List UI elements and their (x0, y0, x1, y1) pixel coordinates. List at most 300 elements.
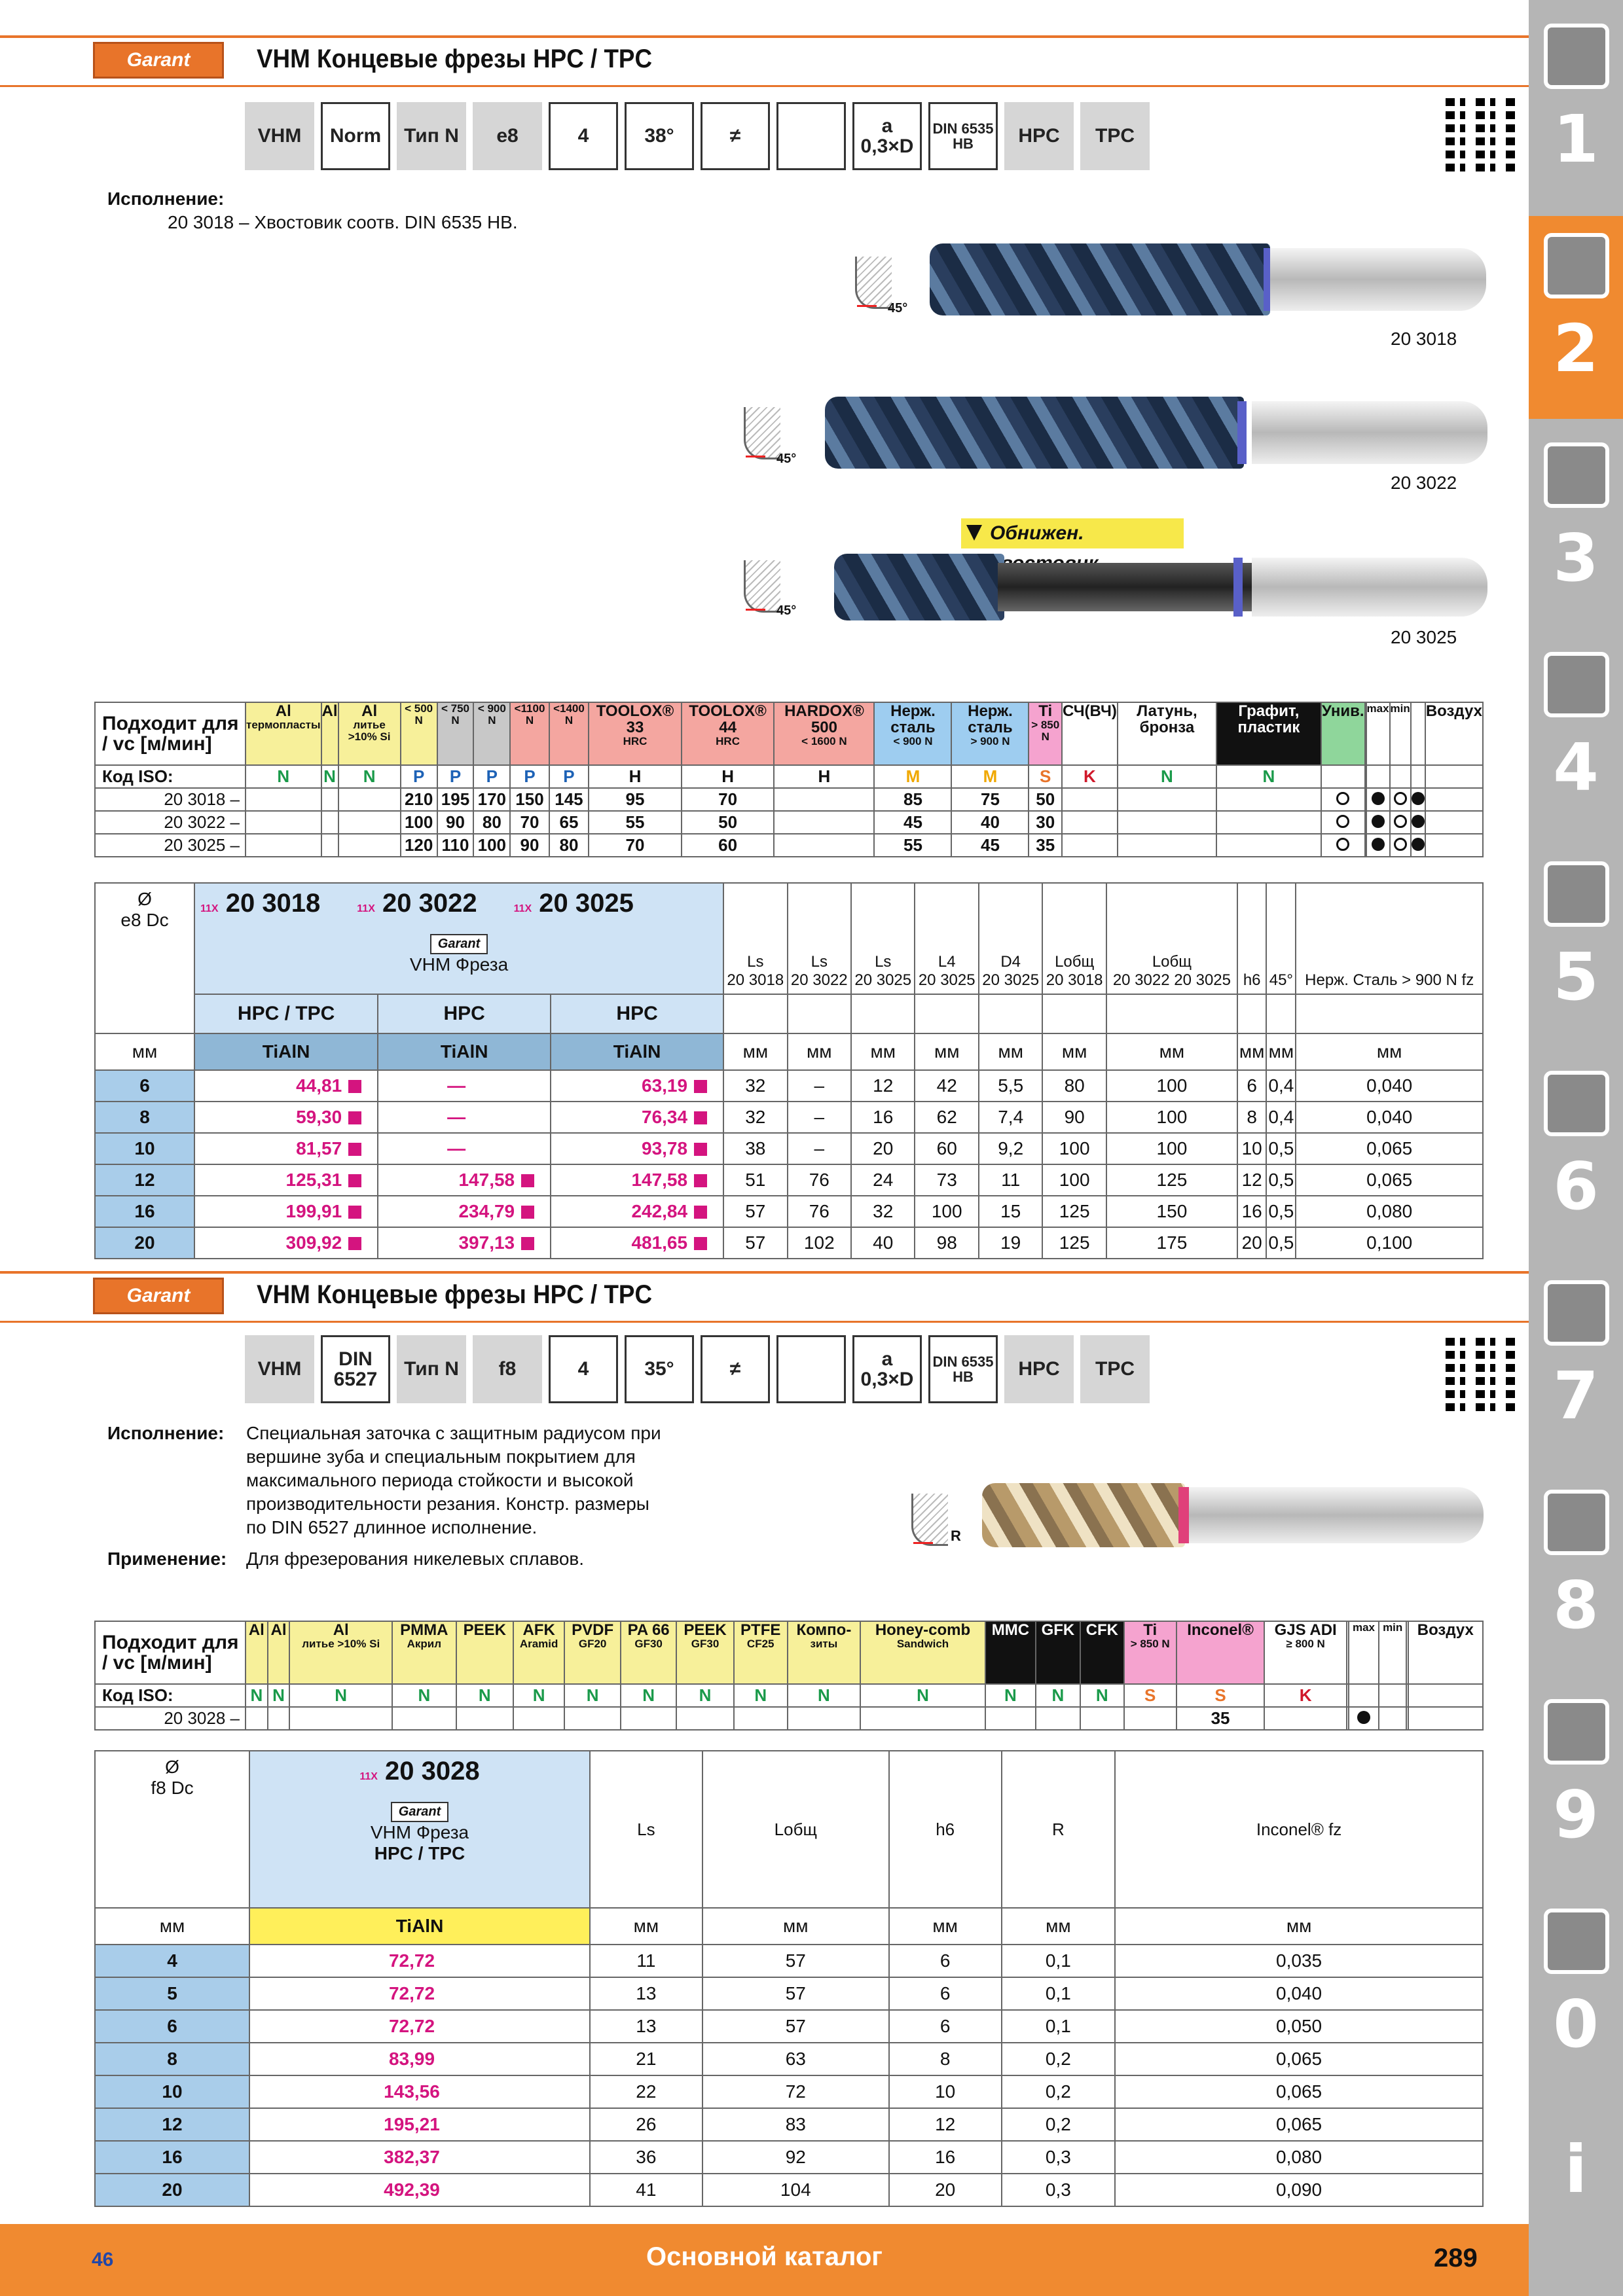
iso-code (1366, 765, 1390, 788)
cutting-speed: 45 (874, 811, 951, 834)
material-col-10: HARDOX® 500 < 1600 N (774, 702, 874, 765)
dimension-value: 24 (851, 1164, 915, 1196)
qr-code[interactable] (1446, 1338, 1519, 1411)
feature-icon-11: TPC (1080, 1335, 1150, 1403)
diameter: 8 (95, 2043, 249, 2075)
coating: TiAlN (194, 1033, 378, 1070)
param-header: R (1002, 1751, 1116, 1908)
diameter: 6 (95, 1070, 194, 1102)
cutting-speed (1062, 834, 1118, 857)
feature-icon-4: 4 (549, 102, 618, 170)
dimension-value: 12 (889, 2108, 1002, 2141)
dimension-value: 0,090 (1115, 2174, 1483, 2206)
cutting-speed: 80 (473, 811, 510, 834)
dimension-value: 36 (590, 2141, 702, 2174)
cutting-speed (1118, 788, 1216, 811)
cutting-speed (338, 788, 401, 811)
price: 72,72 (249, 2010, 590, 2043)
dimension-value: 125 (1042, 1227, 1106, 1259)
dimension-table-2 (94, 1750, 1484, 2207)
diameter: 8 (95, 1102, 194, 1133)
dimension-value: 60 (915, 1133, 978, 1164)
page-footer (0, 2224, 1529, 2296)
cutting-speed: 195 (437, 788, 474, 811)
table-row (95, 834, 1483, 857)
iso-code: P (473, 765, 510, 788)
iso-code: P (437, 765, 474, 788)
dimension-value: 175 (1106, 1227, 1237, 1259)
dimension-value: 0,080 (1115, 2141, 1483, 2174)
dimension-value: 0,065 (1296, 1164, 1483, 1196)
price: 492,39 (249, 2174, 590, 2206)
dimension-value: 0,080 (1296, 1196, 1483, 1227)
dimension-value: 92 (702, 2141, 889, 2174)
dimension-value: 42 (915, 1070, 978, 1102)
spec-line: максимального периода стойкости и высокой (246, 1470, 634, 1490)
cutting-speed (456, 1707, 513, 1730)
cutting-speed: 120 (401, 834, 437, 857)
price: — (378, 1070, 551, 1102)
dimension-value: 125 (1106, 1164, 1237, 1196)
dimension-value: 7,4 (979, 1102, 1042, 1133)
param-header: Lобщ (702, 1751, 889, 1908)
chapter-tab-9[interactable]: 9 (1553, 1776, 1599, 1853)
cutting-speed (1321, 788, 1365, 811)
cutting-speed (774, 834, 874, 857)
table-row (95, 2043, 1483, 2075)
table-row (95, 1977, 1483, 2010)
dimension-value: 0,040 (1296, 1070, 1483, 1102)
material-table-2 (94, 1621, 1484, 1731)
dimension-value: 0,1 (1002, 1977, 1116, 2010)
chapter-8-icon[interactable] (1544, 1490, 1609, 1555)
iso-code: P (401, 765, 437, 788)
chapter-4-icon[interactable] (1544, 652, 1609, 717)
dimension-value: 13 (590, 2010, 702, 2043)
chapter-1-icon[interactable] (1544, 24, 1609, 89)
material-col-12: Нерж. сталь > 900 N (951, 702, 1029, 765)
iso-code: N (676, 1684, 733, 1707)
param-blank (788, 994, 851, 1033)
corner-45-icon (855, 257, 892, 309)
material-col-8: PEEK GF30 (676, 1621, 733, 1684)
cutting-speed: 65 (549, 811, 589, 834)
param-blank (1042, 994, 1106, 1033)
cutting-speed (1349, 1707, 1379, 1730)
feature-icon-1: Norm (321, 102, 390, 170)
iso-code: H (589, 765, 682, 788)
iso-code: N (621, 1684, 677, 1707)
iso-code: K (1264, 1684, 1347, 1707)
feature-icon-10: HPC (1004, 102, 1074, 170)
spec-line: Специальная заточка с защитным радиусом при (246, 1423, 661, 1443)
material-col-9: TOOLOX® 44 HRC (682, 702, 775, 765)
iso-label: Код ISO: (95, 765, 246, 788)
diameter: 5 (95, 1977, 249, 2010)
page-number-left: 46 (92, 2249, 114, 2270)
cutting-speed: 80 (549, 834, 589, 857)
feature-icon-2: Тип N (397, 102, 466, 170)
table-row (95, 1196, 1483, 1227)
article-code: 20 3018 – (95, 788, 246, 811)
unit: мм (1296, 1033, 1483, 1070)
cutting-speed (1118, 811, 1216, 834)
dimension-value: 0,3 (1002, 2141, 1116, 2174)
iso-code: P (510, 765, 549, 788)
price: 83,99 (249, 2043, 590, 2075)
cutting-speed (246, 834, 321, 857)
cutting-speed (1080, 1707, 1123, 1730)
unit: мм (1237, 1033, 1266, 1070)
dimension-value: 11 (590, 1945, 702, 1977)
price: 234,79 (378, 1196, 551, 1227)
chapter-7-icon[interactable] (1544, 1280, 1609, 1346)
dimension-value: 40 (851, 1227, 915, 1259)
cutting-speed (1411, 788, 1425, 811)
iso-code: N (788, 1684, 860, 1707)
dimension-value: 57 (723, 1196, 787, 1227)
spec-line: вершине зуба и специальным покрытием для (246, 1446, 636, 1467)
material-col-10: Компо- зиты (788, 1621, 860, 1684)
material-col-16: Inconel® (1176, 1621, 1264, 1684)
material-col-22: Воздух (1408, 1621, 1483, 1684)
cutting-speed (1411, 811, 1425, 834)
table-row (95, 811, 1483, 834)
dimension-value: 0,050 (1115, 2010, 1483, 2043)
dimension-value: 6 (889, 1977, 1002, 2010)
material-col-7: <1400 N (549, 702, 589, 765)
feature-icon-4: 4 (549, 1335, 618, 1403)
price: 242,84 (551, 1196, 723, 1227)
cutting-speed (1408, 1707, 1483, 1730)
dimension-value: 104 (702, 2174, 889, 2206)
diameter: 12 (95, 2108, 249, 2141)
dimension-value: 0,5 (1266, 1164, 1296, 1196)
material-col-6: <1100 N (510, 702, 549, 765)
iso-code: N (564, 1684, 621, 1707)
unit: мм (889, 1908, 1002, 1945)
cutting-speed (1390, 811, 1411, 834)
cutting-speed (734, 1707, 788, 1730)
spec-label: Исполнение: (107, 1423, 225, 1443)
iso-code: H (774, 765, 874, 788)
dimension-value: 6 (889, 1945, 1002, 1977)
feature-icon-0: VHM (245, 102, 314, 170)
iso-code (1425, 765, 1483, 788)
unit: мм (95, 1033, 194, 1070)
chapter-tab-5[interactable]: 5 (1553, 939, 1599, 1015)
coating: TiAlN (551, 1033, 723, 1070)
dimension-value: 19 (979, 1227, 1042, 1259)
price: 125,31 (194, 1164, 378, 1196)
dimension-value: 0,040 (1296, 1102, 1483, 1133)
cutting-speed: 210 (401, 788, 437, 811)
qr-code[interactable] (1446, 98, 1519, 171)
price: 63,19 (551, 1070, 723, 1102)
cutting-speed (392, 1707, 456, 1730)
param-header: Lобщ 20 3018 (1042, 883, 1106, 994)
cutting-speed: 50 (682, 811, 775, 834)
unit: мм (1106, 1033, 1237, 1070)
tool-code: 20 3018 (1391, 329, 1457, 349)
material-col-5: AFK Aramid (513, 1621, 564, 1684)
material-col-4: PEEK (456, 1621, 513, 1684)
dimension-value: 21 (590, 2043, 702, 2075)
chapter-tab-i[interactable]: i (1564, 2131, 1588, 2208)
diameter: 10 (95, 2075, 249, 2108)
spec-label: Исполнение: (107, 188, 225, 209)
table-row (95, 1945, 1483, 1977)
feature-icon-9: DIN 6535 HB (928, 102, 998, 170)
cutting-speed: 45 (951, 834, 1029, 857)
feature-icon-3: e8 (473, 102, 542, 170)
chapter-tab-1[interactable]: 1 (1553, 101, 1599, 177)
chapter-2-icon[interactable] (1544, 233, 1609, 298)
cutting-speed: 50 (1029, 788, 1061, 811)
cutting-speed: 35 (1029, 834, 1061, 857)
dimension-value: 13 (590, 1977, 702, 2010)
cutting-speed (513, 1707, 564, 1730)
material-col-1: Al (268, 1621, 290, 1684)
dimension-value: 22 (590, 2075, 702, 2108)
iso-code: M (874, 765, 951, 788)
cutting-speed (268, 1707, 290, 1730)
param-blank (1237, 994, 1266, 1033)
cutting-speed (1118, 834, 1216, 857)
cutting-speed (1379, 1707, 1406, 1730)
chapter-6-icon[interactable] (1544, 1071, 1609, 1136)
iso-code: K (1062, 765, 1118, 788)
price: 76,34 (551, 1102, 723, 1133)
price: 195,21 (249, 2108, 590, 2141)
dimension-value: 0,100 (1296, 1227, 1483, 1259)
dimension-value: 9,2 (979, 1133, 1042, 1164)
reduced-shank-label: Обнижен. (961, 518, 1184, 548)
price: 72,72 (249, 1977, 590, 2010)
tool-type: HPC (551, 994, 723, 1033)
material-col-15: Ti > 850 N (1124, 1621, 1176, 1684)
param-header: h6 (889, 1751, 1002, 1908)
dimension-value: 125 (1042, 1196, 1106, 1227)
dimension-value: 6 (1237, 1070, 1266, 1102)
cutting-speed: 30 (1029, 811, 1061, 834)
iso-code (1349, 1684, 1379, 1707)
feature-icon-3: f8 (473, 1335, 542, 1403)
catalog-title: Основной каталог (646, 2242, 883, 2271)
diameter: 16 (95, 2141, 249, 2174)
cutting-speed: 100 (473, 834, 510, 857)
diameter: 10 (95, 1133, 194, 1164)
dimension-value: 0,4 (1266, 1070, 1296, 1102)
section-title: VHM Концевые фрезы HPC / TPC (257, 1280, 653, 1309)
param-header: Ls 20 3018 (723, 883, 787, 994)
dimension-value: 100 (1042, 1133, 1106, 1164)
iso-code (1379, 1684, 1406, 1707)
feature-icons (245, 102, 1150, 170)
price: — (378, 1102, 551, 1133)
dimension-value: 0,5 (1266, 1227, 1296, 1259)
unit: мм (915, 1033, 978, 1070)
cutting-speed (1425, 811, 1483, 834)
cutting-speed (1425, 834, 1483, 857)
feature-icon-5: 38° (625, 102, 694, 170)
coating: TiAlN (378, 1033, 551, 1070)
corner-radius-icon (911, 1494, 948, 1546)
feature-icon-8: a 0,3×D (852, 102, 922, 170)
cutting-speed: 70 (510, 811, 549, 834)
tool-image-203028 (982, 1483, 1484, 1547)
price: 481,65 (551, 1227, 723, 1259)
dimension-value: 16 (1237, 1196, 1266, 1227)
chapter-tab-2[interactable]: 2 (1553, 310, 1599, 387)
material-col-11: Нерж. сталь < 900 N (874, 702, 951, 765)
price: 59,30 (194, 1102, 378, 1133)
chapter-tab-4[interactable]: 4 (1553, 729, 1599, 806)
chapter-5-icon[interactable] (1544, 861, 1609, 927)
dimension-value: 0,035 (1115, 1945, 1483, 1977)
cutting-speed (676, 1707, 733, 1730)
diameter: 6 (95, 2010, 249, 2043)
feature-icon-0: VHM (245, 1335, 314, 1403)
dimension-value: 12 (851, 1070, 915, 1102)
dimension-value: 51 (723, 1164, 787, 1196)
cutting-speed (1390, 788, 1411, 811)
dimension-value: – (788, 1102, 851, 1133)
chapter-tab-8[interactable]: 8 (1553, 1567, 1599, 1643)
dimension-value: 6 (889, 2010, 1002, 2043)
feature-icon-6: ≠ (701, 102, 770, 170)
iso-code: N (246, 765, 321, 788)
chapter-9-icon[interactable] (1544, 1699, 1609, 1765)
cutting-speed: 95 (589, 788, 682, 811)
iso-code (1408, 1684, 1483, 1707)
unit: мм (979, 1033, 1042, 1070)
dimension-value: 0,4 (1266, 1102, 1296, 1133)
unit: мм (788, 1033, 851, 1070)
cutting-speed (1062, 788, 1118, 811)
cutting-speed (321, 834, 338, 857)
price: 397,13 (378, 1227, 551, 1259)
param-header: Нерж. Сталь > 900 N fz (1296, 883, 1483, 994)
suitable-for-header: Подходит для / vc [м/мин] (95, 702, 246, 765)
article-code: 20 3025 – (95, 834, 246, 857)
dimension-value: 0,2 (1002, 2075, 1116, 2108)
feature-icon-2: Тип N (397, 1335, 466, 1403)
cutting-speed (1321, 834, 1365, 857)
cutting-speed: 90 (437, 811, 474, 834)
table-row (95, 1070, 1483, 1102)
material-col-3: < 500 N (401, 702, 437, 765)
param-header: Ls (590, 1751, 702, 1908)
cutting-speed (246, 811, 321, 834)
chapter-3-icon[interactable] (1544, 442, 1609, 508)
application-text: Для фрезерования никелевых сплавов. (246, 1549, 585, 1569)
cutting-speed (321, 811, 338, 834)
dimension-value: 80 (1042, 1070, 1106, 1102)
dimension-value: 62 (915, 1102, 978, 1133)
dimension-value: 72 (702, 2075, 889, 2108)
iso-code: H (682, 765, 775, 788)
dimension-value: 0,5 (1266, 1133, 1296, 1164)
unit: мм (1042, 1033, 1106, 1070)
material-col-1: Al (321, 702, 338, 765)
param-header: 45° (1266, 883, 1296, 994)
dimension-value: 0,065 (1296, 1133, 1483, 1164)
dimension-value: 0,065 (1115, 2043, 1483, 2075)
dimension-value: 57 (702, 1977, 889, 2010)
cutting-speed (289, 1707, 392, 1730)
tool-image-203025 (834, 554, 1487, 620)
dimension-value: 10 (889, 2075, 1002, 2108)
unit: мм (1115, 1908, 1483, 1945)
corner-45-icon (744, 407, 780, 459)
dimension-value: 41 (590, 2174, 702, 2206)
diameter: 20 (95, 2174, 249, 2206)
cutting-speed (1366, 811, 1390, 834)
iso-code: N (246, 1684, 268, 1707)
material-col-12: MMC (985, 1621, 1036, 1684)
iso-code: N (1118, 765, 1216, 788)
price: 44,81 (194, 1070, 378, 1102)
coating: TiAlN (249, 1908, 590, 1945)
chapter-tab-6[interactable]: 6 (1553, 1148, 1599, 1225)
dimension-table-1 (94, 882, 1484, 1259)
material-col-15: Латунь, бронза (1118, 702, 1216, 765)
unit: мм (723, 1033, 787, 1070)
chapter-tab-3[interactable]: 3 (1553, 520, 1599, 596)
cutting-speed (246, 1707, 268, 1730)
price: 81,57 (194, 1133, 378, 1164)
cutting-speed: 70 (682, 788, 775, 811)
tool-code: 20 3025 (1391, 627, 1457, 647)
dimension-value: 76 (788, 1196, 851, 1227)
dimension-value: 38 (723, 1133, 787, 1164)
param-blank (1106, 994, 1237, 1033)
dimension-value: 100 (1106, 1133, 1237, 1164)
param-blank (1296, 994, 1483, 1033)
param-header: Lобщ 20 3022 20 3025 (1106, 883, 1237, 994)
diameter: 4 (95, 1945, 249, 1977)
material-col-19: max (1366, 702, 1390, 765)
cutting-speed (860, 1707, 985, 1730)
dc-header: Ø e8 Dc (95, 883, 194, 1033)
price: 199,91 (194, 1196, 378, 1227)
dimension-value: 11 (979, 1164, 1042, 1196)
param-blank (723, 994, 787, 1033)
cutting-speed (1425, 788, 1483, 811)
chapter-0-icon[interactable] (1544, 1909, 1609, 1974)
dimension-value: 20 (851, 1133, 915, 1164)
dimension-value: 57 (723, 1227, 787, 1259)
dimension-value: 63 (702, 2043, 889, 2075)
cutting-speed: 70 (589, 834, 682, 857)
chapter-tab-7[interactable]: 7 (1553, 1357, 1599, 1434)
iso-code: S (1124, 1684, 1176, 1707)
tool-type: HPC / TPC (194, 994, 378, 1033)
iso-code: N (268, 1684, 290, 1707)
table-row (95, 2174, 1483, 2206)
chapter-tab-0[interactable]: 0 (1553, 1986, 1599, 2062)
cutting-speed (1390, 834, 1411, 857)
dimension-value: 10 (1237, 1133, 1266, 1164)
cutting-speed (1216, 834, 1321, 857)
param-blank (851, 994, 915, 1033)
cutting-speed (321, 788, 338, 811)
dimension-value: 100 (1106, 1070, 1237, 1102)
iso-code: M (951, 765, 1029, 788)
param-header: Ls 20 3022 (788, 883, 851, 994)
cutting-speed: 55 (589, 811, 682, 834)
